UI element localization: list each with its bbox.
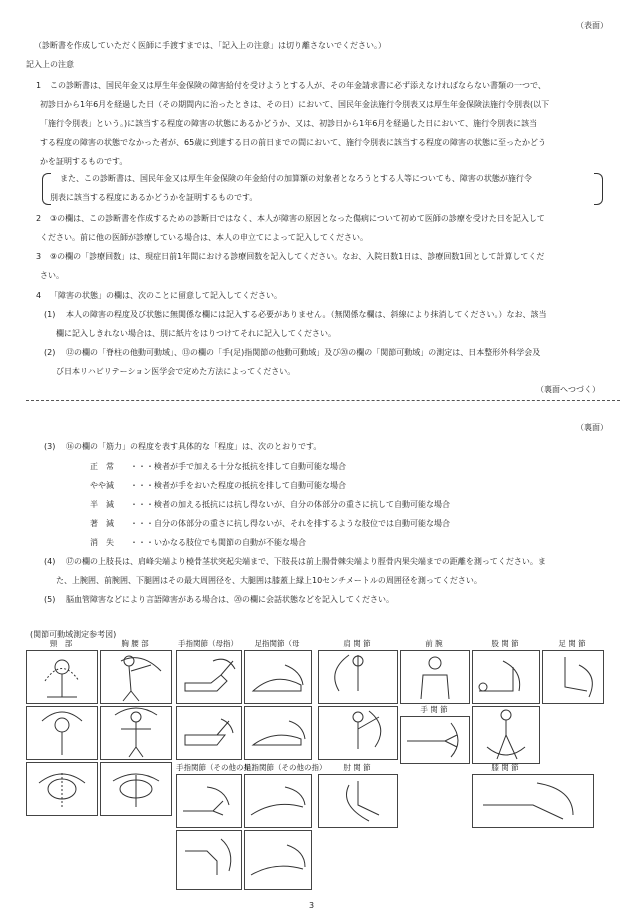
hand-other-heading bbox=[176, 763, 259, 772]
grade-row bbox=[90, 536, 306, 549]
note-4-sub2-line: び日本リハビリテーション医学会で定めた方法によってください。 bbox=[56, 367, 296, 376]
hand-thumb-heading bbox=[176, 640, 240, 648]
note-1-bracket-line: 別表に該当する程度にあるかどうかを証明するものです。 bbox=[50, 193, 258, 202]
shoulder-heading bbox=[318, 640, 396, 648]
continue-label: （裏面へつづく） bbox=[536, 385, 600, 394]
ankle-diagram bbox=[542, 650, 604, 704]
neck-heading bbox=[26, 640, 96, 648]
chest-title: 胸 腰 部 bbox=[121, 639, 149, 648]
foot-thumb-diagram-1 bbox=[244, 650, 312, 704]
hip-heading bbox=[472, 640, 538, 648]
note-4-sub1-number: (1) bbox=[44, 310, 56, 319]
elbow-heading bbox=[318, 764, 396, 772]
forearm-diagram bbox=[400, 650, 470, 704]
chest-diagram-rotation bbox=[100, 762, 172, 816]
knee-diagram bbox=[472, 774, 594, 828]
hand-other-diagram-2 bbox=[176, 830, 242, 890]
hip-diagram-1 bbox=[472, 650, 540, 704]
note-3-number: 3 bbox=[36, 252, 42, 261]
grade-name: 半 減 bbox=[90, 500, 114, 509]
hip-diagram-2 bbox=[472, 706, 540, 764]
chest-heading bbox=[100, 640, 170, 648]
foot-other-heading bbox=[244, 763, 327, 772]
note-4-line: 「障害の状態」の欄は、次のことに留意して記入してください。 bbox=[50, 291, 282, 300]
note-1-line: この診断書は、国民年金又は厚生年金保険の障害給付を受けようとする人が、その年金請求書に必ず添えなければならない書類の一つで、 bbox=[50, 81, 546, 90]
elbow-diagram bbox=[318, 774, 398, 828]
note-3-line: ⑨の欄の「診療回数」は、現症日前1年間における診療回数を記入してください。なお、入院日数1日は、診療回数1回として計算してくだ bbox=[50, 252, 545, 261]
note-3-line: さい。 bbox=[40, 271, 64, 280]
cut-line bbox=[26, 400, 620, 401]
grade-desc: ・・・自分の体部分の重さに抗し得ないが、それを排するような肢位では自動可能な場合 bbox=[130, 519, 450, 528]
ankle-heading bbox=[542, 640, 602, 648]
grade-name: 正 常 bbox=[90, 462, 114, 471]
back-side-label: （裏面） bbox=[576, 423, 608, 432]
hip-title: 股 関 節 bbox=[491, 639, 519, 648]
bracket-right bbox=[594, 173, 603, 205]
chest-diagram-lateral bbox=[100, 706, 172, 760]
grade-desc: ・・・いかなる肢位でも関節の自動が不能な場合 bbox=[130, 538, 306, 547]
note-1-bracket-line: また、この診断書は、国民年金又は厚生年金保険の年金給付の加算額の対象者となろうとする人等についても、障害の状態が施行令 bbox=[60, 174, 532, 183]
foot-other-diagram-1 bbox=[244, 774, 312, 828]
shoulder-diagram-1 bbox=[318, 650, 398, 704]
page-number: 3 bbox=[309, 901, 315, 910]
note-2-number: 2 bbox=[36, 214, 42, 223]
grade-row bbox=[90, 479, 346, 492]
note-1-number: 1 bbox=[36, 81, 42, 90]
neck-title: 頸 部 bbox=[49, 639, 73, 648]
sub-5-number: (5) bbox=[44, 595, 56, 604]
wrist-title: 手 関 節 bbox=[420, 705, 448, 714]
front-side-label: （表面） bbox=[576, 21, 608, 30]
shoulder-title: 肩 関 節 bbox=[343, 639, 371, 648]
hand-thumb-diagram-2 bbox=[176, 706, 242, 760]
neck-diagram-rotation bbox=[26, 762, 98, 816]
note-1-line: する程度の障害の状態でなかった者が、65歳に到達する日の前日までの間において、施行令別表に該当する程度の障害の状態に至ったかどう bbox=[40, 138, 547, 147]
chest-diagram-flex bbox=[100, 650, 172, 704]
grade-desc: ・・・検者が手をおいた程度の抵抗を排して自動可能な場合 bbox=[130, 481, 346, 490]
hand-thumb-title: 手指関節（母指） bbox=[178, 639, 238, 648]
notes-heading: 記入上の注意 bbox=[26, 60, 74, 69]
note-4-sub1-line: 本人の障害の程度及び状態に無関係な欄には記入する必要がありません。（無関係な欄は、斜線により抹消してください。）なお、該当 bbox=[66, 310, 547, 319]
grade-name: 著 減 bbox=[90, 519, 114, 528]
note-1-line: 初診日から1年6月を経過した日（その期間内に治ったときは、その日）において、国民年金法施行令別表又は厚生年金保険法施行令別表(以下 bbox=[40, 100, 550, 109]
foot-thumb-heading bbox=[244, 640, 310, 648]
grade-name: 消 失 bbox=[90, 538, 114, 547]
sub-3-number: (3) bbox=[44, 442, 56, 451]
foot-other-diagram-2 bbox=[244, 830, 312, 890]
forearm-heading bbox=[400, 640, 468, 648]
note-4-sub1-line: 欄に記入しきれない場合は、別に紙片をはりつけてそれに記入してください。 bbox=[56, 329, 336, 338]
grade-row bbox=[90, 460, 346, 473]
note-4-sub2-line: ⑫の欄の「脊柱の他動可動域」、⑬の欄の「手(足)指関節の他動可動域」及び⑳の欄の「関節可動域」の測定は、日本整形外科学会及 bbox=[66, 348, 541, 357]
note-4-number: 4 bbox=[36, 291, 42, 300]
ankle-title: 足 関 節 bbox=[558, 639, 586, 648]
foot-thumb-title: 足指関節（母 bbox=[254, 639, 300, 648]
foot-thumb-diagram-2 bbox=[244, 706, 312, 760]
grade-row bbox=[90, 517, 450, 530]
grade-desc: ・・・検者の加える抵抗には抗し得ないが、自分の体部分の重さに抗して自動可能な場合 bbox=[130, 500, 450, 509]
hand-other-diagram-1 bbox=[176, 774, 242, 828]
keep-note: （診断書を作成していただく医師に手渡すまでは、「記入上の注意」は切り離さないでください。） bbox=[34, 41, 386, 50]
note-2-line: ください。前に他の医師が診療している場合は、本人の申立てによって記入してください。 bbox=[40, 233, 368, 242]
grade-name: やや減 bbox=[90, 481, 114, 490]
note-1-line: かを証明するものです。 bbox=[40, 157, 128, 166]
foot-other-title: 足指関節（その他の指） bbox=[244, 763, 327, 772]
note-4-sub2-number: (2) bbox=[44, 348, 56, 357]
elbow-title: 肘 関 節 bbox=[343, 763, 371, 772]
sub-4-line: た、上腕囲、前腕囲、下腿囲はその最大周囲径を、大腿囲は膝蓋上縁上10センチメートルの周囲径を測ってください。 bbox=[56, 576, 482, 585]
note-1-line: 「施行令別表」という。)に該当する程度の障害の状態にあるかどうか、又は、初診日から1年6月を経過した日において、施行令別表に該当 bbox=[40, 119, 538, 128]
grade-desc: ・・・検者が手で加える十分な抵抗を排して自動可能な場合 bbox=[130, 462, 346, 471]
forearm-title: 前 腕 bbox=[425, 639, 443, 648]
sub-4-line: ⑰の欄の上肢長は、肩峰尖端より橈骨茎状突起尖端まで、下肢長は前上腸骨棘尖端より脛骨内果尖端までの距離を測ってください。ま bbox=[66, 557, 546, 566]
neck-diagram-flex bbox=[26, 650, 98, 704]
knee-title: 膝 関 節 bbox=[491, 763, 519, 772]
knee-heading bbox=[472, 764, 538, 772]
hand-thumb-diagram-1 bbox=[176, 650, 242, 704]
sub-4-number: (4) bbox=[44, 557, 56, 566]
neck-diagram-lateral bbox=[26, 706, 98, 760]
wrist-heading bbox=[400, 706, 468, 714]
shoulder-diagram-2 bbox=[318, 706, 398, 760]
hand-other-title: 手指関節（その他の指） bbox=[176, 763, 259, 772]
sub-3-line: ⑯の欄の「筋力」の程度を表す具体的な「程度」は、次のとおりです。 bbox=[66, 442, 322, 451]
sub-5-line: 脳血管障害などにより言語障害がある場合は、⑳の欄に会話状態などを記入してください。 bbox=[66, 595, 394, 604]
note-2-line: ③の欄は、この診断書を作成するための診断日ではなく、本人が障害の原因となった傷病について初めて医師の診療を受けた日を記入して bbox=[50, 214, 545, 223]
grade-row bbox=[90, 498, 450, 511]
wrist-diagram bbox=[400, 716, 470, 764]
diagram-section-title: (関節可動域測定参考図) bbox=[30, 630, 117, 639]
